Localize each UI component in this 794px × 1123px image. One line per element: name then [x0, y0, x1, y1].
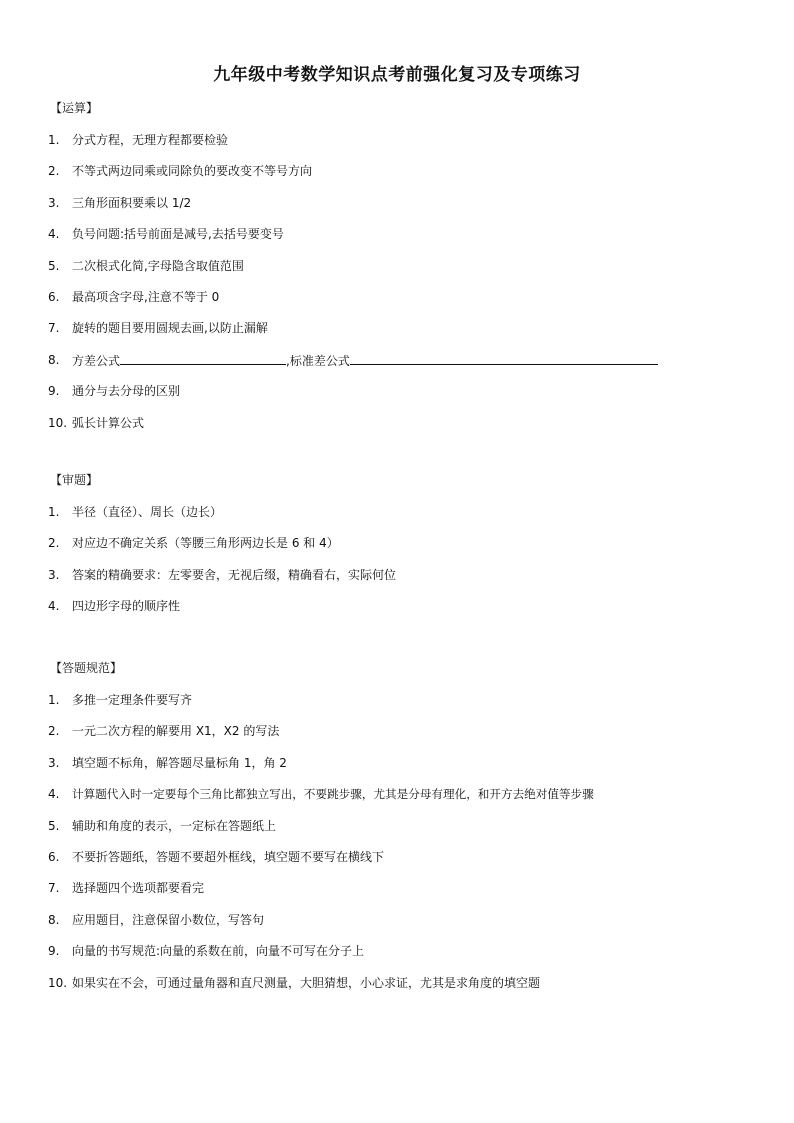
- list-item: [46, 910, 746, 941]
- list-item: [46, 256, 746, 287]
- item-text: 向量的书写规范:向量的系数在前，向量不可写在分子上: [72, 944, 365, 959]
- list-item: [46, 130, 746, 161]
- item-text: 答案的精确要求：左零要舍，无视后缀，精确看右，实际何位: [72, 567, 397, 582]
- item-text: 半径（直径）、周长（边长）: [72, 505, 223, 519]
- item-number: 7.: [48, 321, 60, 336]
- item-number: 3.: [48, 195, 60, 210]
- list-item: [46, 350, 746, 381]
- list-item: [46, 565, 746, 596]
- item-text: 如果实在不会，可通过量角器和直尺测量，大胆猜想，小心求证，尤其是求角度的填空题: [72, 975, 541, 990]
- variance-formula-label: 方差公式: [72, 353, 121, 368]
- list-item: [46, 381, 746, 412]
- item-number: 1.: [48, 693, 60, 707]
- item-text: 旋转的题目要用圆规去画,以防止漏解: [72, 321, 268, 336]
- item-number: 2.: [48, 164, 60, 179]
- item-text: 不要折答题纸，答题不要超外框线，填空题不要写在横线下: [72, 849, 385, 864]
- section-heading: 【答题规范】: [50, 661, 123, 675]
- item-number: 5.: [48, 818, 60, 833]
- item-number: 5.: [48, 258, 60, 273]
- list-item: [46, 941, 746, 972]
- item-list: [46, 130, 746, 444]
- variance-formula-blank: [120, 350, 286, 365]
- item-text: 通分与去分母的区别: [72, 384, 181, 399]
- item-number: 1.: [48, 133, 60, 147]
- item-number: 10.: [48, 975, 68, 990]
- list-item: [46, 413, 746, 444]
- item-text: 三角形面积要乘以 1/2: [72, 195, 192, 210]
- list-item: [46, 533, 746, 564]
- item-text: 应用题目，注意保留小数位，写答句: [72, 912, 265, 927]
- item-text: [72, 350, 658, 371]
- item-text: 选择题四个选项都要看完: [72, 881, 205, 896]
- list-item: [46, 690, 746, 721]
- list-item: [46, 784, 746, 815]
- list-item: [46, 816, 746, 847]
- section-heading: 【审题】: [50, 473, 99, 487]
- item-text: 一元二次方程的解要用 X1，X2 的写法: [72, 724, 280, 739]
- item-number: 9.: [48, 944, 60, 959]
- section-operations: [46, 98, 746, 444]
- item-number: 1.: [48, 505, 60, 519]
- item-number: 6.: [48, 849, 60, 864]
- item-number: 4.: [48, 599, 60, 614]
- list-item: [46, 161, 746, 192]
- list-item: [46, 224, 746, 255]
- item-number: 3.: [48, 567, 60, 582]
- list-item: [46, 847, 746, 878]
- item-text: 对应边不确定关系（等腰三角形两边长是 6 和 4）: [72, 536, 339, 551]
- item-text: 计算题代入时一定要每个三角比都独立写出，不要跳步骤，尤其是分母有理化，和开方去绝对值等步骤: [72, 787, 594, 802]
- item-list: [46, 502, 746, 628]
- item-number: 7.: [48, 881, 60, 896]
- list-item: [46, 318, 746, 349]
- item-number: 4.: [48, 787, 60, 802]
- item-number: 8.: [48, 352, 60, 367]
- item-text: 四边形字母的顺序性: [72, 599, 181, 614]
- list-item: [46, 193, 746, 224]
- item-text: 分式方程，无理方程都要检验: [72, 133, 229, 147]
- item-text: 不等式两边同乘或同除负的要改变不等号方向: [72, 164, 313, 179]
- section-heading: 【运算】: [50, 101, 99, 115]
- item-number: 10.: [48, 415, 68, 430]
- list-item: [46, 596, 746, 627]
- item-text: 多推一定理条件要写齐: [72, 693, 193, 707]
- list-item: [46, 878, 746, 909]
- std-deviation-formula-label: ,标准差公式: [286, 353, 350, 368]
- list-item: [46, 721, 746, 752]
- item-number: 2.: [48, 724, 60, 739]
- item-text: 最高项含字母,注意不等于 0: [72, 289, 220, 304]
- item-number: 4.: [48, 227, 60, 242]
- section-answer-standards: [46, 658, 746, 1004]
- item-number: 8.: [48, 912, 60, 927]
- document-title: 九年级中考数学知识点考前强化复习及专项练习: [213, 65, 581, 85]
- item-text: 弧长计算公式: [72, 415, 145, 430]
- item-number: 9.: [48, 384, 60, 399]
- item-number: 3.: [48, 755, 60, 770]
- list-item: [46, 753, 746, 784]
- item-text: 负号问题:括号前面是减号,去括号要变号: [72, 227, 284, 242]
- section-reading-questions: [46, 470, 746, 628]
- item-number: 2.: [48, 536, 60, 551]
- item-text: 辅助和角度的表示，一定标在答题纸上: [72, 818, 277, 833]
- item-number: 6.: [48, 289, 60, 304]
- item-text: 二次根式化简,字母隐含取值范围: [72, 258, 244, 273]
- item-list: [46, 690, 746, 1004]
- list-item: [46, 502, 746, 533]
- list-item: [46, 287, 746, 318]
- item-text: 填空题不标角，解答题尽量标角 1，角 2: [72, 755, 287, 770]
- std-deviation-formula-blank: [350, 350, 658, 365]
- list-item: [46, 973, 746, 1004]
